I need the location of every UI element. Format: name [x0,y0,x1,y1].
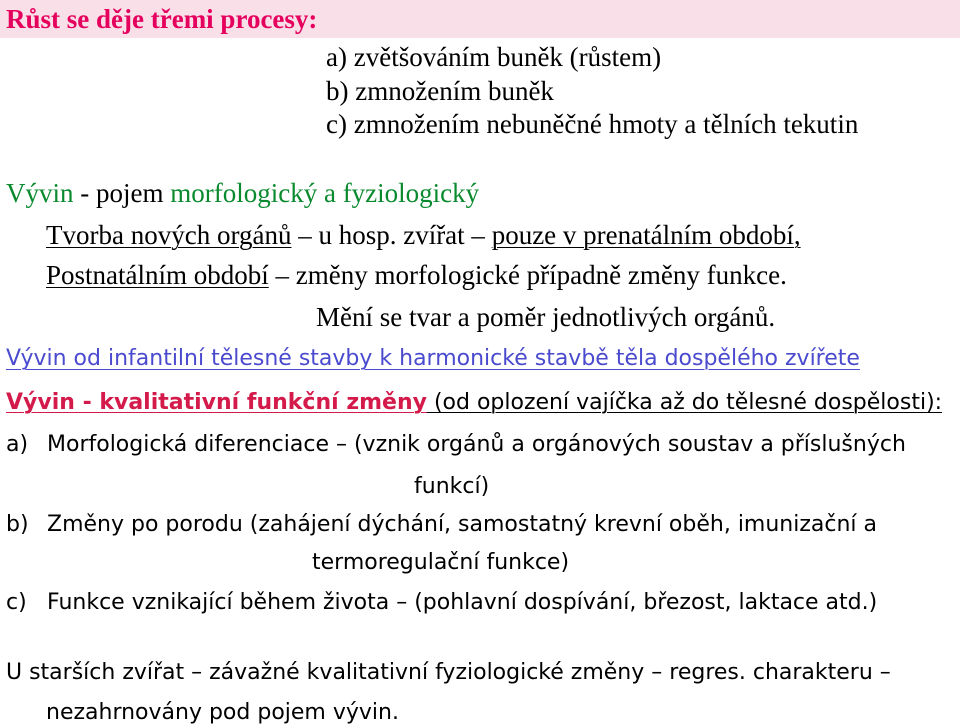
page-title: Růst se děje třemi procesy: [6,4,318,34]
change-b [6,512,878,537]
growth-process-c: c) zmnožením nebuněčné hmoty a tělních tekutin [326,109,859,139]
change-a-marker: a) [6,432,29,457]
postnatal-line [46,262,787,289]
older-animals-line2: nezahrnovány pod pojem vývin. [46,700,399,725]
older-animals-line1: U starších zvířat – závažné kvalitativní fyziologické změny – regres. charakteru – [6,660,891,685]
change-c-marker: c) [6,590,27,615]
development-definition [6,180,479,207]
change-c-text: Funkce vznikající během života – (pohlavní dospívání, březost, laktace atd.) [47,590,878,615]
growth-process-a: a) zvětšováním buněk (růstem) [326,42,662,72]
definition-mid: - pojem [73,178,171,208]
infantile-line [6,348,860,370]
quality-rest: (od oplození vajíčka až do tělesné dospělosti): [426,390,943,415]
quality-line [6,392,942,414]
quality-red: Vývin - kvalitativní funkční změny [6,390,427,415]
postnatal-underlined: Postnatálním období [46,260,269,290]
infantile-text: Vývin od infantilní tělesné stavby k harmonické stavbě těla dospělého zvířete [6,346,860,371]
organs-underlined-end: pouze v prenatálním období, [491,220,801,250]
change-b-cont: termoregulační funkce) [312,550,570,575]
change-b-marker: b) [6,512,29,537]
growth-process-b: b) zmnožením buněk [326,76,554,106]
change-b-text: Změny po porodu (zahájení dýchání, samostatný krevní oběh, imunizační a [47,512,878,537]
change-a-cont: funkcí) [414,474,490,499]
organs-underlined: Tvorba nových orgánů [46,220,292,250]
organs-line [46,222,801,249]
definition-term: Vývin [6,178,74,208]
organs-mid: – u hosp. zvířat – [291,220,492,250]
postnatal-rest: – změny morfologické případně změny funkce. [268,260,787,290]
shape-line: Mění se tvar a poměr jednotlivých orgánů. [316,302,776,332]
change-a [6,432,906,457]
definition-rest: morfologický a fyziologický [170,178,480,208]
change-a-text: Morfologická diferenciace – (vznik orgánů a orgánových soustav a příslušných [47,432,906,457]
change-c [6,590,878,615]
